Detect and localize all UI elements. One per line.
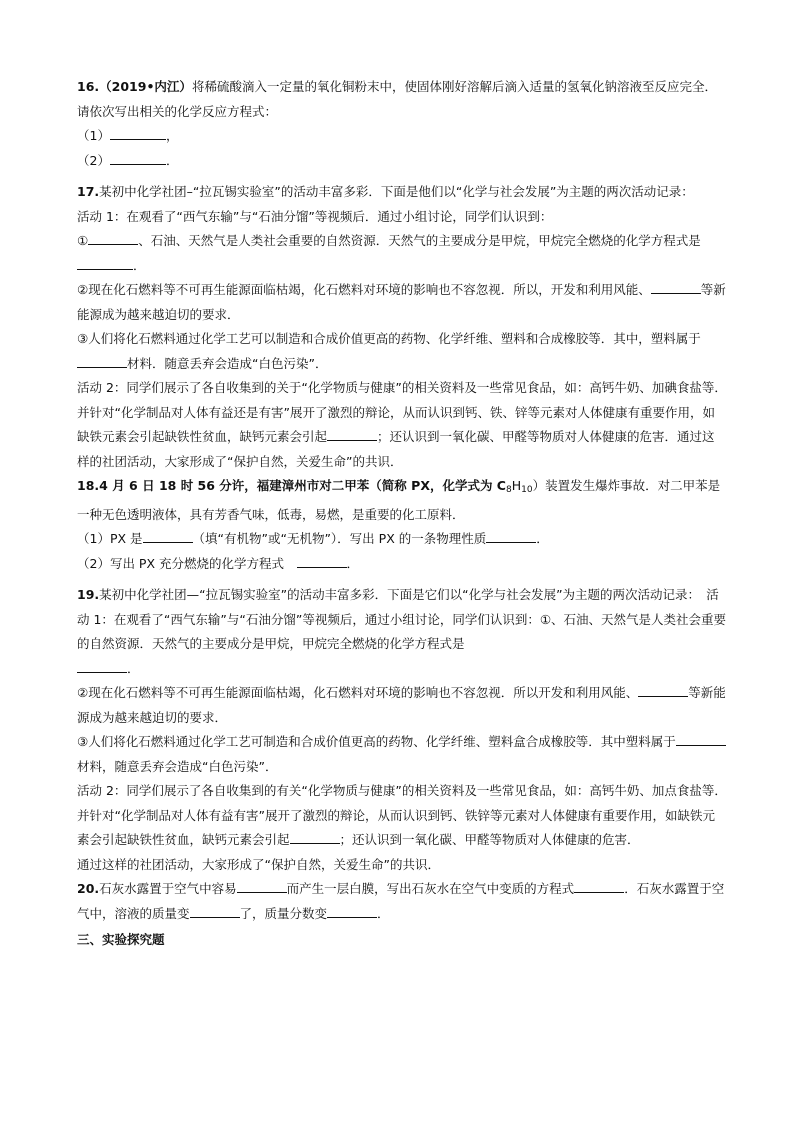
question-number: 20. xyxy=(77,881,100,896)
question-text: 将稀硫酸滴入一定量的氧化铜粉末中，使固体刚好溶解后滴入适量的氢氧化钠溶液至反应完全．请依次写出相关的化学反应方程式： xyxy=(77,79,717,119)
question-20 xyxy=(77,877,727,926)
activity-text: 活动 2：同学们展示了各自收集到的有关“化学物质与健康”的相关资料及一些常见食品，如：高钙牛奶、加点食盐等．并针对“化学制品对人体有益有害”展开了激烈的辩论，从而认识到钙、铁锌等元素对人体健康有重要作用，如缺铁元素会引起缺铁性贫血，缺钙元素会引起 xyxy=(77,783,727,847)
formula-subscript: 10 xyxy=(521,485,533,495)
point-end: ． xyxy=(133,257,146,273)
document-page xyxy=(77,75,727,953)
activity-text: ；还认识到一氧化碳、甲醛等物质对人体健康的危害．通过这样的社团活动，大家形成了“保护自然，关爱生命”的共识． xyxy=(77,429,715,469)
sub-text: ． xyxy=(346,555,360,571)
question-text: 了，质量分数变 xyxy=(239,905,328,921)
point-1 xyxy=(77,229,727,278)
answer-blank[interactable] xyxy=(110,125,166,140)
answer-label: （2） xyxy=(77,152,110,168)
point-text: ③人们将化石燃料通过化学工艺可制造和合成价值更高的药物、化学纤维、塑料盒合成橡胶等．其中塑料属于 xyxy=(77,734,676,749)
formula-subscript: 8 xyxy=(505,485,512,495)
question-text: ）装置发生爆炸事故．对二甲苯是一种无色透明液体，具有芳香气味，低毒，易燃，是重要的化工原料． xyxy=(77,478,721,522)
answer-line-2 xyxy=(77,149,727,174)
point-2 xyxy=(77,681,727,730)
point-3 xyxy=(77,327,727,376)
point-text: 等新能源成为越来越迫切的要求． xyxy=(77,282,726,322)
answer-blank[interactable] xyxy=(638,682,688,697)
point-text: 等新能源成为越来越迫切的要求． xyxy=(77,685,726,725)
answer-line-1 xyxy=(77,124,727,149)
point-text: 材料，随意丢弃会造成“白色污染”． xyxy=(77,758,278,774)
circled-number: ① xyxy=(77,233,89,248)
answer-suffix: ， xyxy=(165,128,179,143)
sub-text: （2）写出 PX 充分燃烧的化学方程式 xyxy=(77,555,297,571)
answer-blank[interactable] xyxy=(327,903,377,918)
point-text: ②现在化石燃料等不可再生能源面临枯竭，化石燃料对环境的影响也不容忽视．所以开发和利用风能、 xyxy=(77,685,639,700)
question-18 xyxy=(77,474,727,527)
question-number: 16. xyxy=(77,79,100,94)
point-text: 、石油、天然气是人类社会重要的自然资源．天然气的主要成分是甲烷，甲烷完全燃烧的化学方程式是 xyxy=(138,233,714,248)
sub-text: ． xyxy=(536,531,549,546)
point-text: ③人们将化石燃料通过化学工艺可以制造和合成价值更高的药物、化学纤维、塑料和合成橡胶等．其中，塑料属于 xyxy=(77,331,701,346)
question-text: 而产生一层白膜，写出石灰水在空气中变质的方程式 xyxy=(286,881,575,896)
question-number: 19. xyxy=(77,587,100,602)
answer-blank[interactable] xyxy=(327,426,377,441)
sub-question-1 xyxy=(77,527,727,552)
answer-label: （1） xyxy=(77,128,110,143)
sub-text: （填“有机物”或“无机物”）．写出 PX 的一条物理性质 xyxy=(192,531,487,546)
question-text: 4 月 6 日 18 时 56 分许，福建漳州市对二甲苯（简称 PX，化学式为 C xyxy=(99,478,506,493)
answer-blank[interactable] xyxy=(190,903,240,918)
question-text: ． xyxy=(127,660,140,676)
formula-element: H xyxy=(511,478,522,493)
sub-question-2 xyxy=(77,552,727,577)
answer-blank[interactable] xyxy=(297,553,347,568)
answer-blank[interactable] xyxy=(676,731,726,746)
question-text: 石灰水露置于空气中容易 xyxy=(99,881,237,896)
activity-1: 活动 1：在观看了“西气东输”与“石油分馏”等视频后．通过小组讨论，同学们认识到： xyxy=(77,208,553,224)
sub-text: （1）PX 是 xyxy=(77,531,143,546)
answer-blank[interactable] xyxy=(651,279,701,294)
answer-blank[interactable] xyxy=(88,230,138,245)
question-source: （2019•内江） xyxy=(99,79,192,94)
answer-blank[interactable] xyxy=(77,353,127,368)
question-text: ．石灰水露置于空气中，溶液的质量变 xyxy=(77,881,725,921)
question-19 xyxy=(77,583,727,681)
answer-suffix: ． xyxy=(165,152,179,168)
point-2 xyxy=(77,278,727,327)
point-text: ②现在化石燃料等不可再生能源面临枯竭，化石燃料对环境的影响也不容忽视．所以，开发和利用风能、 xyxy=(77,282,651,297)
section-heading: 三、实验探究题 xyxy=(77,932,165,947)
activity-text: 活动 2：同学们展示了各自收集到的关于“化学物质与健康”的相关资料及一些常见食品，如：高钙牛奶、加碘食盐等．并针对“化学制品对人体有益还是有害”展开了激烈的辩论，从而认识到钙、铁、锌等元素对人体健康有重要作用，如缺铁元素会引起缺铁性贫血，缺钙元素会引起 xyxy=(77,380,727,444)
activity-2 xyxy=(77,376,727,474)
answer-blank[interactable] xyxy=(110,150,166,165)
answer-blank[interactable] xyxy=(237,878,287,893)
answer-blank[interactable] xyxy=(77,658,127,673)
question-text: 某初中化学社团–“拉瓦锡实验室”的活动丰富多彩．下面是他们以“化学与社会发展”为主题的两次活动记录： xyxy=(99,184,694,199)
question-16 xyxy=(77,75,727,124)
question-text: ． xyxy=(377,905,390,921)
answer-blank[interactable] xyxy=(290,829,340,844)
point-3 xyxy=(77,730,727,779)
question-text: 某初中化学社团—“拉瓦锡实验室”的活动丰富多彩．下面是它们以“化学与社会发展”为主题的两次活动记录： 活动 1：在观看了“西气东输”与“石油分馏”等视频后，通过小组讨论，同学们认识到：①、石油、天然气是人类社会重要的自然资源．天然气的主要成分是甲烷，甲烷完全燃烧的化学方程式是 xyxy=(77,587,727,651)
answer-blank[interactable] xyxy=(486,528,536,543)
question-number: 17. xyxy=(77,184,100,199)
activity-2 xyxy=(77,779,727,853)
closing-text: 通过这样的社团活动，大家形成了“保护自然，关爱生命”的共识． xyxy=(77,856,440,872)
activity-text: ；还认识到一氧化碳、甲醛等物质对人体健康的危害． xyxy=(339,832,640,847)
question-17 xyxy=(77,180,727,205)
answer-blank[interactable] xyxy=(574,878,624,893)
question-number: 18. xyxy=(77,478,100,493)
point-text: 材料．随意丢弃会造成“白色污染”． xyxy=(127,355,328,371)
answer-blank[interactable] xyxy=(77,255,133,270)
answer-blank[interactable] xyxy=(143,528,193,543)
